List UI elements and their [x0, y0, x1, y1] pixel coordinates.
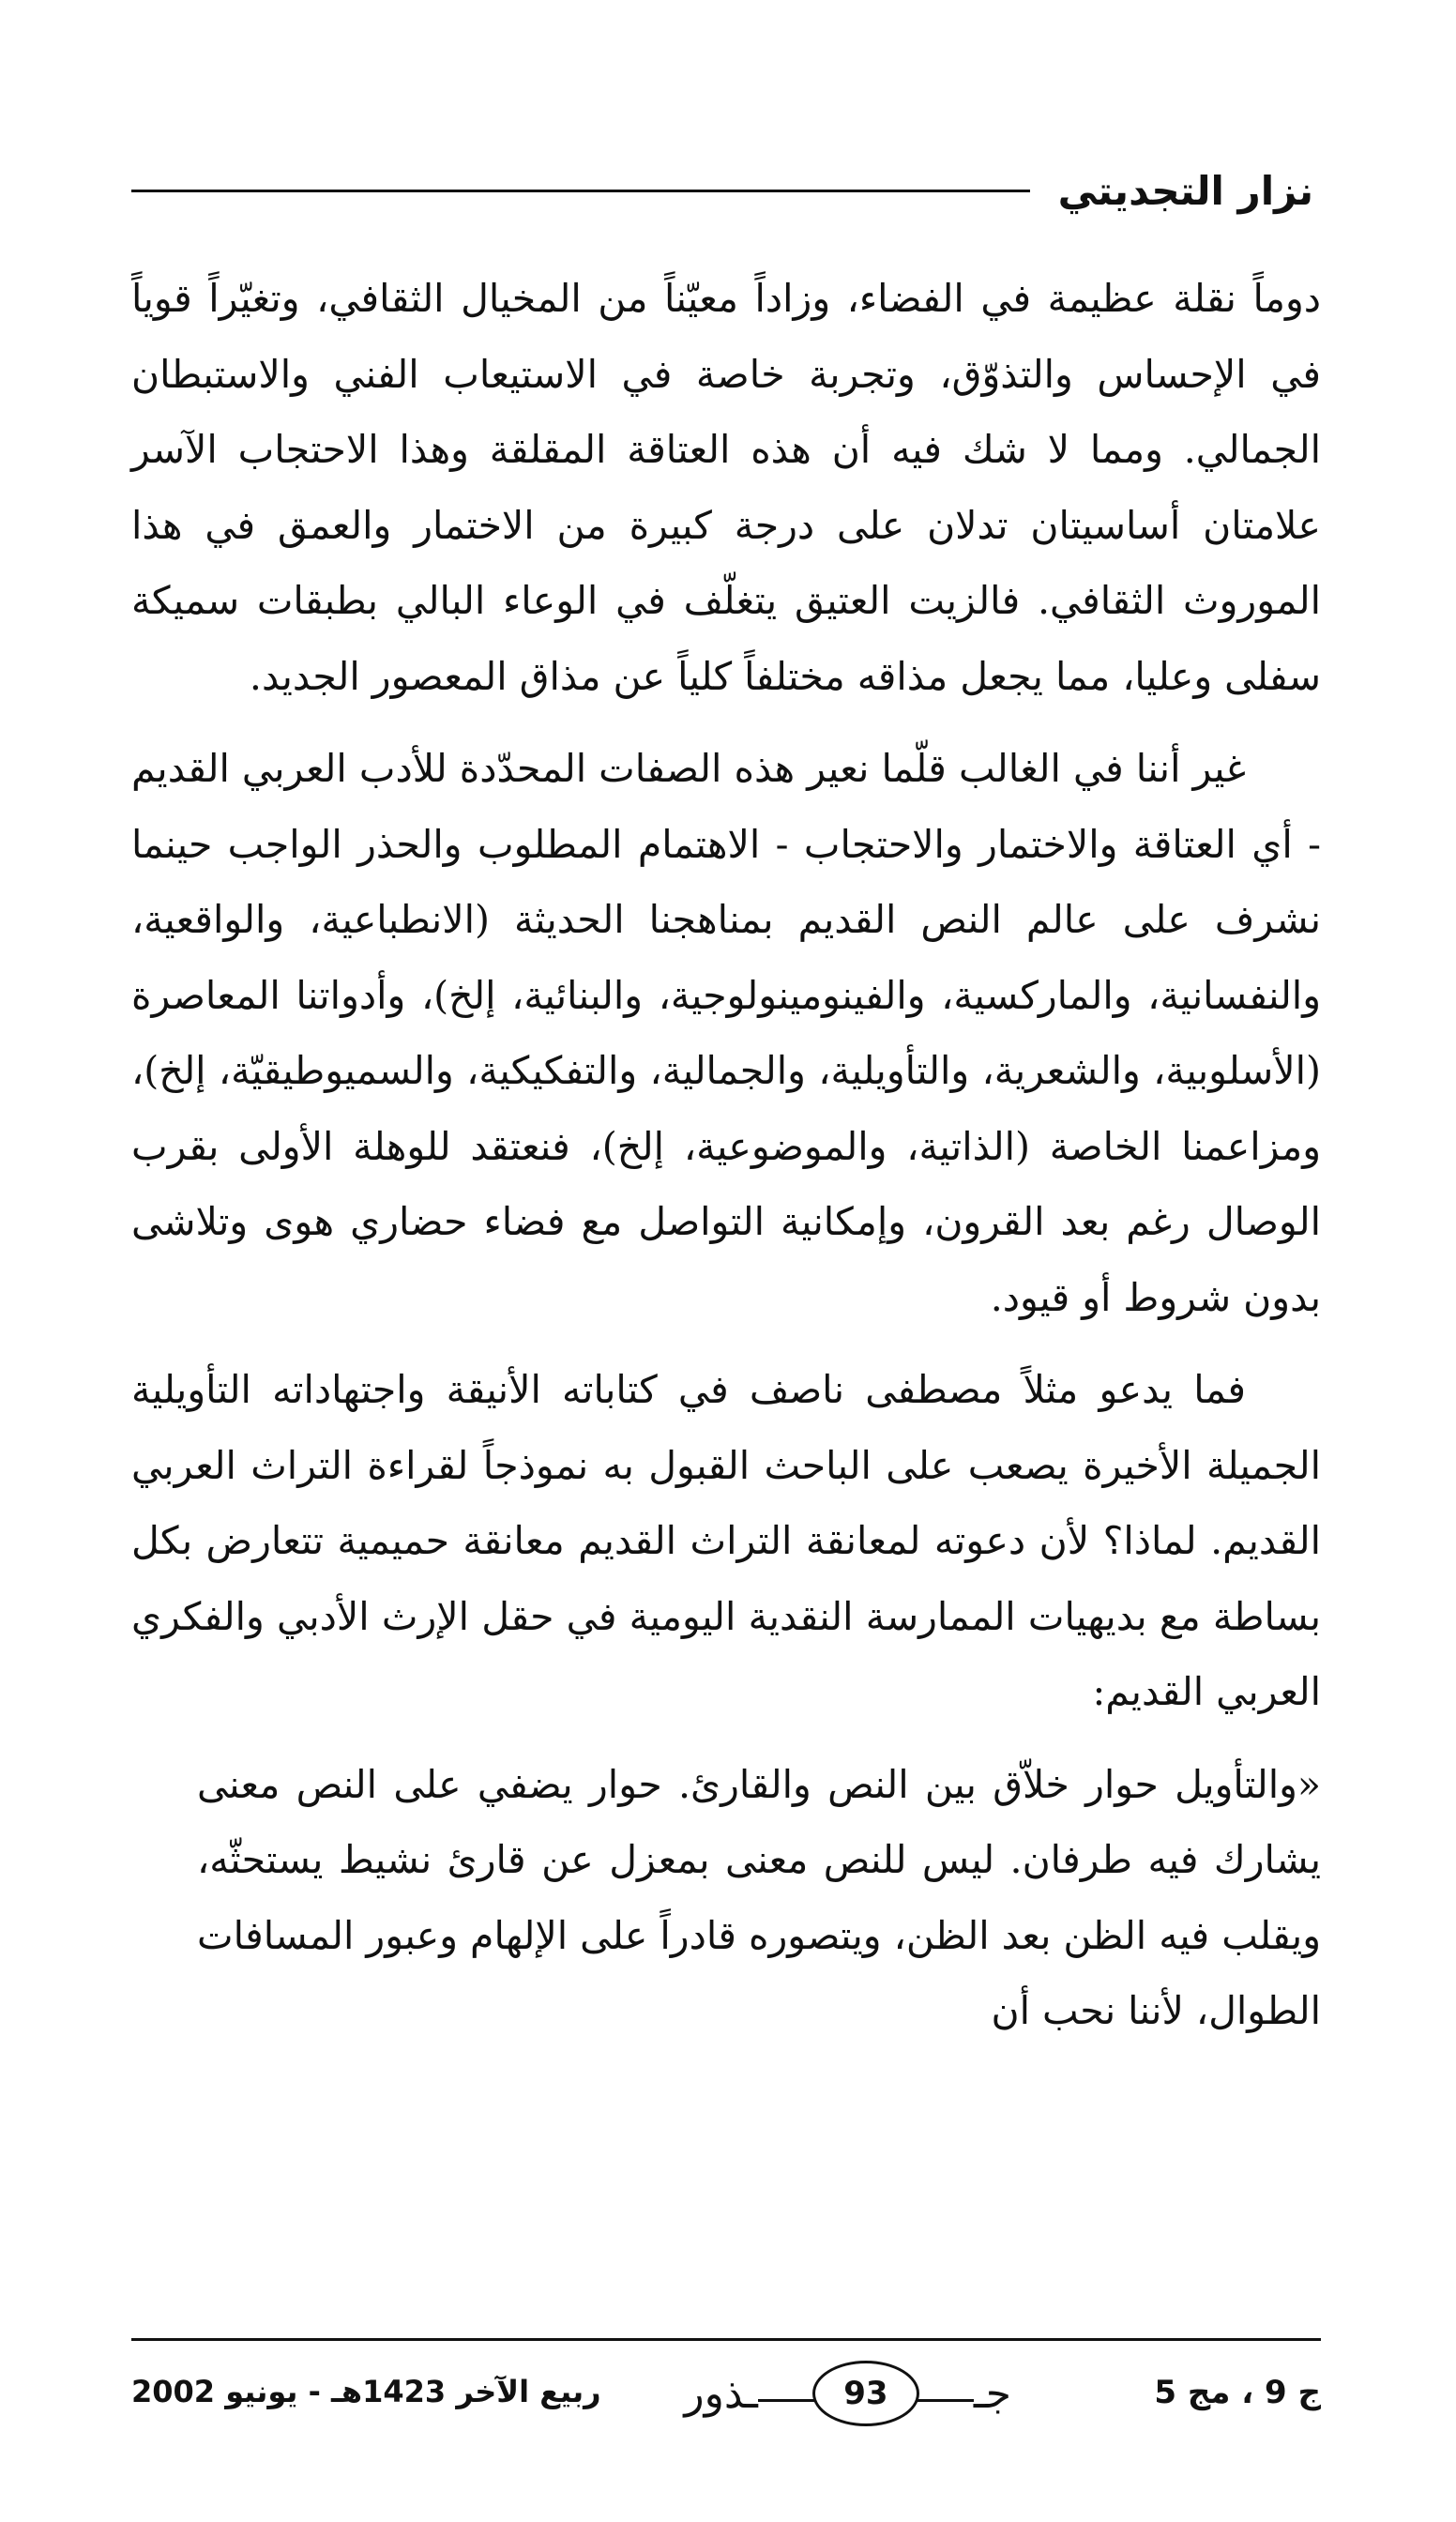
issue-info: ج 9 ، مج 5 — [1154, 2374, 1321, 2411]
page-footer — [131, 2357, 1321, 2441]
brand-part-start: جـ — [973, 2369, 1011, 2418]
paragraph-2: غير أننا في الغالب قلّما نعير هذه الصفات المحدّدة للأدب العربي القديم - أي العتاقة والاختمار والاحتجاب - الاهتمام المطلوب والحذر الواجب حينما نشرف على عالم النص القديم بمناهجنا الحديثة (الانطباعية، والواقعية، والنفسانية، والماركسية، والفينومينولوجية، والبنائية، إلخ)، وأدواتنا المعاصرة (الأسلوبية، والشعرية، والتأويلية، والجمالية، والتفكيكية، والسميوطيقيّة، إلخ)، ومزاعمنا الخاصة (الذاتية، والموضوعية، إلخ)، فنعتقد للوهلة الأولى بقرب الوصال رغم بعد القرون، وإمكانية التواصل مع فضاء حضاري هوى وتلاشى بدون شروط أو قيود. — [131, 746, 1321, 1320]
header-rule — [131, 190, 1030, 192]
header-author: نزار التجديتي — [1057, 167, 1313, 214]
footer-rule — [131, 2338, 1321, 2341]
brand-line — [758, 2399, 814, 2402]
page-number: 93 — [843, 2375, 888, 2412]
body-text — [131, 261, 1321, 2049]
paragraph-3: فما يدعو مثلاً مصطفى ناصف في كتاباته الأنيقة واجتهاداته التأويلية الجميلة الأخيرة يصعب على الباحث القبول به نموذجاً لقراءة التراث العربي القديم. لماذا؟ لأن دعوته لمعانقة التراث القديم معانقة حميمية تتعارض بكل بساطة مع بديهيات الممارسة النقدية اليومية في حقل الإرث الأدبي والفكري العربي القديم: — [131, 1367, 1321, 1714]
page-number-oval — [812, 2361, 919, 2426]
paragraph-1: دوماً نقلة عظيمة في الفضاء، وزاداً معيّناً من المخيال الثقافي، وتغيّراً قوياً في الإحساس والتذوّق، وتجربة خاصة في الاستيعاب الفني والاستبطان الجمالي. ومما لا شك فيه أن هذه العتاقة المقلقة وهذا الاحتجاب الآسر علامتان أساسيتان تدلان على درجة كبيرة من الاختمار والعمق في هذا الموروث الثقافي. فالزيت العتيق يتغلّف في الوعاء البالي بطبقات سميكة سفلى وعليا، مما يجعل مذاقه مختلفاً كلياً عن مذاق المعصور الجديد. — [131, 276, 1321, 699]
issue-date: ربيع الآخر 1423هـ - يونيو 2002 — [131, 2374, 601, 2409]
running-header — [131, 158, 1313, 223]
block-quote: «والتأويل حوار خلاّق بين النص والقارئ. حوار يضفي على النص معنى يشارك فيه طرفان. ليس للنص معنى بمعزل عن قارئ نشيط يستحثّه، ويقلب فيه الظن بعد الظن، ويتصوره قادراً على الإلهام وعبور المسافات الطوال، لأننا نحب أن — [197, 1761, 1321, 2033]
brand-part-end: ـذور — [684, 2369, 758, 2418]
brand-line — [918, 2399, 974, 2402]
journal-brand — [684, 2361, 1011, 2426]
